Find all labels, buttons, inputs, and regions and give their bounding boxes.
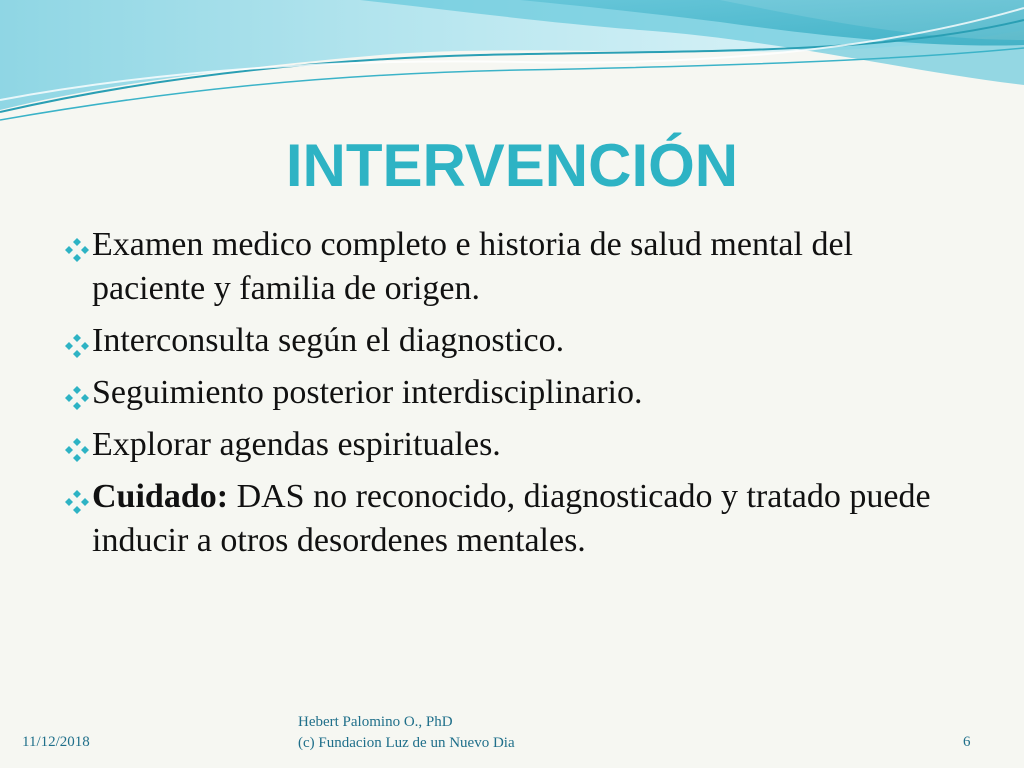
- four-diamond-bullet-icon: [64, 385, 90, 411]
- four-diamond-bullet-icon: [64, 333, 90, 359]
- list-item: [62, 319, 962, 363]
- footer-author-line2: (c) Fundacion Luz de un Nuevo Dia: [298, 735, 515, 751]
- footer-date: 11/12/2018: [22, 734, 90, 750]
- four-diamond-bullet-icon: [64, 437, 90, 463]
- bullet-bold-prefix: Cuidado:: [92, 478, 229, 515]
- footer-author-line1: Hebert Palomino O., PhD: [298, 714, 453, 730]
- four-diamond-bullet-icon: [64, 237, 90, 263]
- wave-header-decoration: [0, 0, 1024, 130]
- four-diamond-bullet-icon: [64, 489, 90, 515]
- bullet-text: Interconsulta según el diagnostico.: [92, 322, 565, 359]
- slide-title: INTERVENCIÓN: [285, 132, 739, 199]
- list-item: [62, 423, 962, 467]
- page-number: 6: [963, 734, 971, 750]
- bullet-text: Examen medico completo e historia de salud mental del paciente y familia de origen.: [92, 226, 853, 307]
- bullet-text: DAS no reconocido, diagnosticado y tratado puede inducir a otros desordenes mentales.: [92, 478, 931, 559]
- list-item: [62, 475, 962, 563]
- footer-author: [298, 712, 515, 754]
- list-item: [62, 371, 962, 415]
- list-item: [62, 223, 962, 311]
- bullet-text: Explorar agendas espirituales.: [92, 426, 501, 463]
- bullet-list: [62, 223, 962, 571]
- bullet-text: Seguimiento posterior interdisciplinario.: [92, 374, 643, 411]
